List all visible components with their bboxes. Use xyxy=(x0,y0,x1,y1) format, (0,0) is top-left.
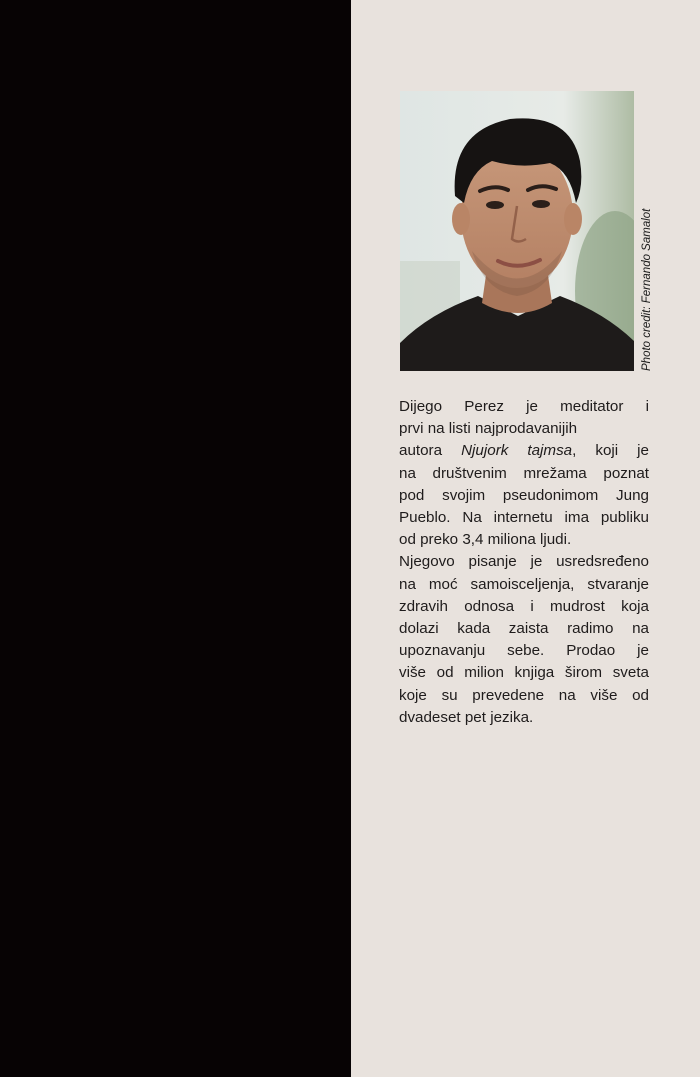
author-portrait-illustration xyxy=(400,91,634,371)
bio-line: upoznavanju sebe. Prodao je xyxy=(399,642,649,660)
author-photo xyxy=(400,91,634,371)
bio-line: od preko 3,4 miliona ljudi. xyxy=(399,531,572,549)
bio-line: Njegovo pisanje je usredsređeno xyxy=(399,553,649,571)
bio-line: Dijego Perez je meditator i xyxy=(399,398,649,415)
bio-line: autora Njujork tajmsa, koji je xyxy=(399,442,649,460)
bio-line: dolazi kada zaista radimo na xyxy=(399,620,649,638)
author-bio xyxy=(399,396,649,729)
bio-line: dvadeset pet jezika. xyxy=(399,708,534,726)
photo-credit: Photo credit: Fernando Samalot xyxy=(641,208,653,371)
bio-line: Pueblo. Na internetu ima publiku xyxy=(399,509,649,527)
bio-line: zdravih odnosa i mudrost koja xyxy=(399,597,649,615)
bio-line: prvi na listi najprodavanijih xyxy=(399,420,578,438)
bio-line: na moć samoisceljenja, stvaranje xyxy=(399,575,649,593)
bio-line: pod svojim pseudonimom Jung xyxy=(399,486,649,504)
bio-line: na društvenim mrežama poznat xyxy=(399,464,649,482)
bio-line: više od milion knjiga širom sveta xyxy=(399,664,649,682)
bio-line: koje su prevedene na više od xyxy=(399,686,649,704)
newspaper-title: Njujork tajmsa xyxy=(461,442,573,460)
